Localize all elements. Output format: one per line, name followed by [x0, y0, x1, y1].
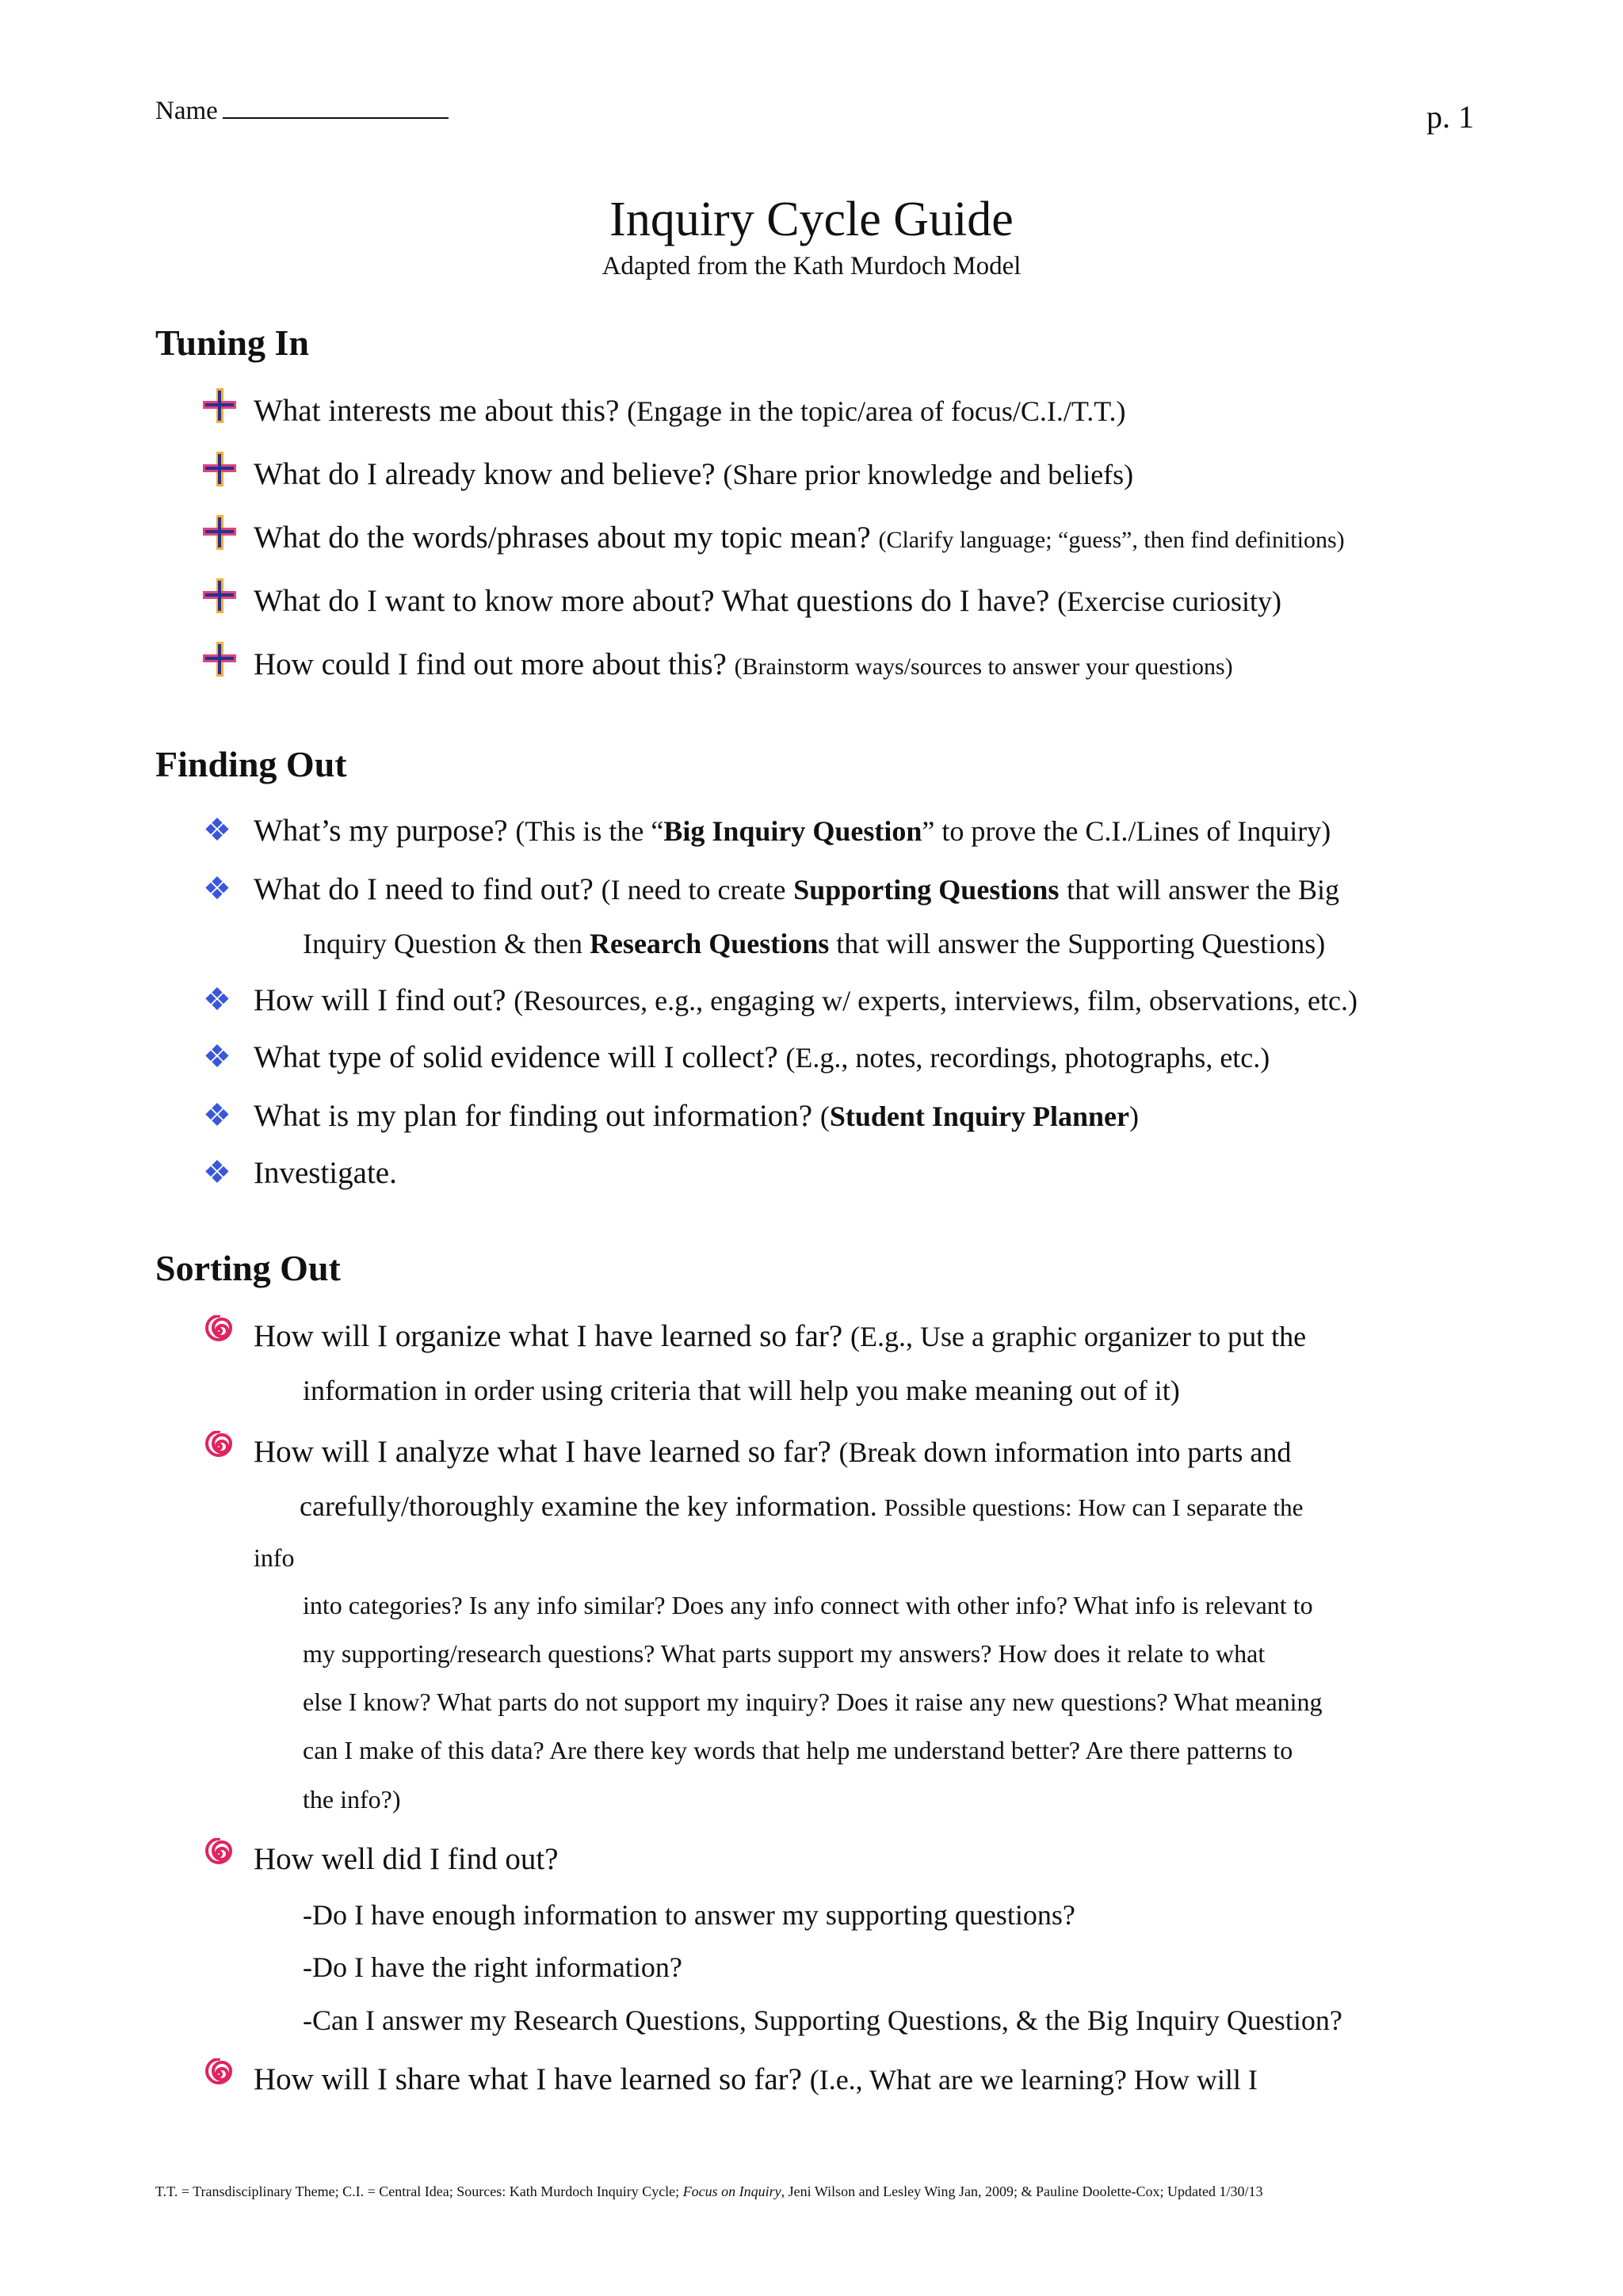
cross-bullet-icon — [203, 388, 236, 423]
name-field[interactable] — [155, 95, 449, 126]
list-item-continuation: else I know? What parts do not support my inquiry? Does it raise any new questions? What meaning — [303, 1688, 1323, 1716]
list-item: How could I find out more about this? (Brainstorm ways/sources to answer your questions) — [254, 647, 1233, 681]
list-item: What do I need to find out? (I need to create Supporting Questions that will answer the Big — [254, 872, 1340, 906]
page-number: p. 1 — [1426, 99, 1474, 135]
list-item: What is my plan for finding out information? (Student Inquiry Planner) — [254, 1099, 1139, 1133]
list-item-continuation: -Do I have enough information to answer my supporting questions? — [303, 1899, 1075, 1931]
diamond-bullet-icon: ❖ — [203, 1097, 231, 1133]
name-label: Name — [155, 97, 218, 125]
list-item: What interests me about this? (Engage in the topic/area of focus/C.I./T.T.) — [254, 394, 1126, 428]
page-title: Inquiry Cycle Guide — [609, 193, 1014, 246]
cross-bullet-icon — [203, 515, 236, 550]
diamond-bullet-icon: ❖ — [203, 1154, 231, 1190]
list-item-continuation: the info?) — [303, 1785, 401, 1814]
list-item: What do the words/phrases about my topic mean? (Clarify language; “guess”, then find definitions) — [254, 521, 1345, 555]
diamond-bullet-icon: ❖ — [203, 1039, 231, 1074]
list-item: What do I want to know more about? What questions do I have? (Exercise curiosity) — [254, 584, 1281, 618]
list-item-continuation: -Can I answer my Research Questions, Supporting Questions, & the Big Inquiry Question? — [303, 2004, 1342, 2036]
diamond-bullet-icon: ❖ — [203, 812, 231, 848]
list-item: How will I find out? (Resources, e.g., engaging w/ experts, interviews, film, observations, etc.) — [254, 983, 1358, 1017]
list-item: What type of solid evidence will I collect? (E.g., notes, recordings, photographs, etc.) — [254, 1040, 1270, 1074]
swirl-bullet-icon — [203, 1431, 235, 1463]
swirl-bullet-icon — [203, 2058, 235, 2090]
diamond-bullet-icon: ❖ — [203, 982, 231, 1017]
cross-bullet-icon — [203, 642, 236, 677]
list-item: How will I analyze what I have learned so far? (Break down information into parts and — [254, 1435, 1292, 1469]
section-heading-finding-out: Finding Out — [155, 744, 347, 784]
swirl-bullet-icon — [203, 1315, 235, 1347]
list-item-continuation: into categories? Is any info similar? Does any info connect with other info? What info is relevant to — [303, 1591, 1313, 1619]
list-item: How well did I find out? — [254, 1842, 559, 1876]
section-heading-tuning-in: Tuning In — [155, 322, 309, 363]
cross-bullet-icon — [203, 452, 236, 486]
list-item: What do I already know and believe? (Share prior knowledge and beliefs) — [254, 457, 1134, 491]
list-item: How will I organize what I have learned so far? (E.g., Use a graphic organizer to put the — [254, 1319, 1307, 1353]
list-item-continuation: my supporting/research questions? What parts support my answers? How does it relate to what — [303, 1639, 1266, 1668]
list-item-continuation: -Do I have the right information? — [303, 1951, 682, 1983]
section-heading-sorting-out: Sorting Out — [155, 1248, 341, 1288]
diamond-bullet-icon: ❖ — [203, 871, 231, 906]
list-item-continuation: carefully/thoroughly examine the key information. Possible questions: How can I separate the — [300, 1490, 1304, 1522]
list-item-continuation: information in order using criteria that will help you make meaning out of it) — [303, 1375, 1180, 1406]
page-subtitle: Adapted from the Kath Murdoch Model — [601, 252, 1022, 280]
list-item: What’s my purpose? (This is the “Big Inquiry Question” to prove the C.I./Lines of Inquiry) — [254, 814, 1331, 848]
footer-note: T.T. = Transdisciplinary Theme; C.I. = Central Idea; Sources: Kath Murdoch Inquiry Cycle; Focus on Inquiry, Jeni Wilson and Lesley Wing Jan, 2009; & Pauline Doolette-Cox; Updated 1/30/13 — [155, 2183, 1263, 2199]
list-item-continuation: Inquiry Question & then Research Questions that will answer the Supporting Questions) — [303, 928, 1326, 959]
list-item: How will I share what I have learned so far? (I.e., What are we learning? How will I — [254, 2062, 1258, 2096]
cross-bullet-icon — [203, 578, 236, 613]
swirl-bullet-icon — [203, 1838, 235, 1870]
name-blank-line[interactable] — [223, 95, 449, 119]
list-item: Investigate. — [254, 1156, 397, 1190]
list-item-continuation: can I make of this data? Are there key words that help me understand better? Are there patterns to — [303, 1736, 1293, 1764]
list-item-continuation: info — [254, 1543, 295, 1572]
